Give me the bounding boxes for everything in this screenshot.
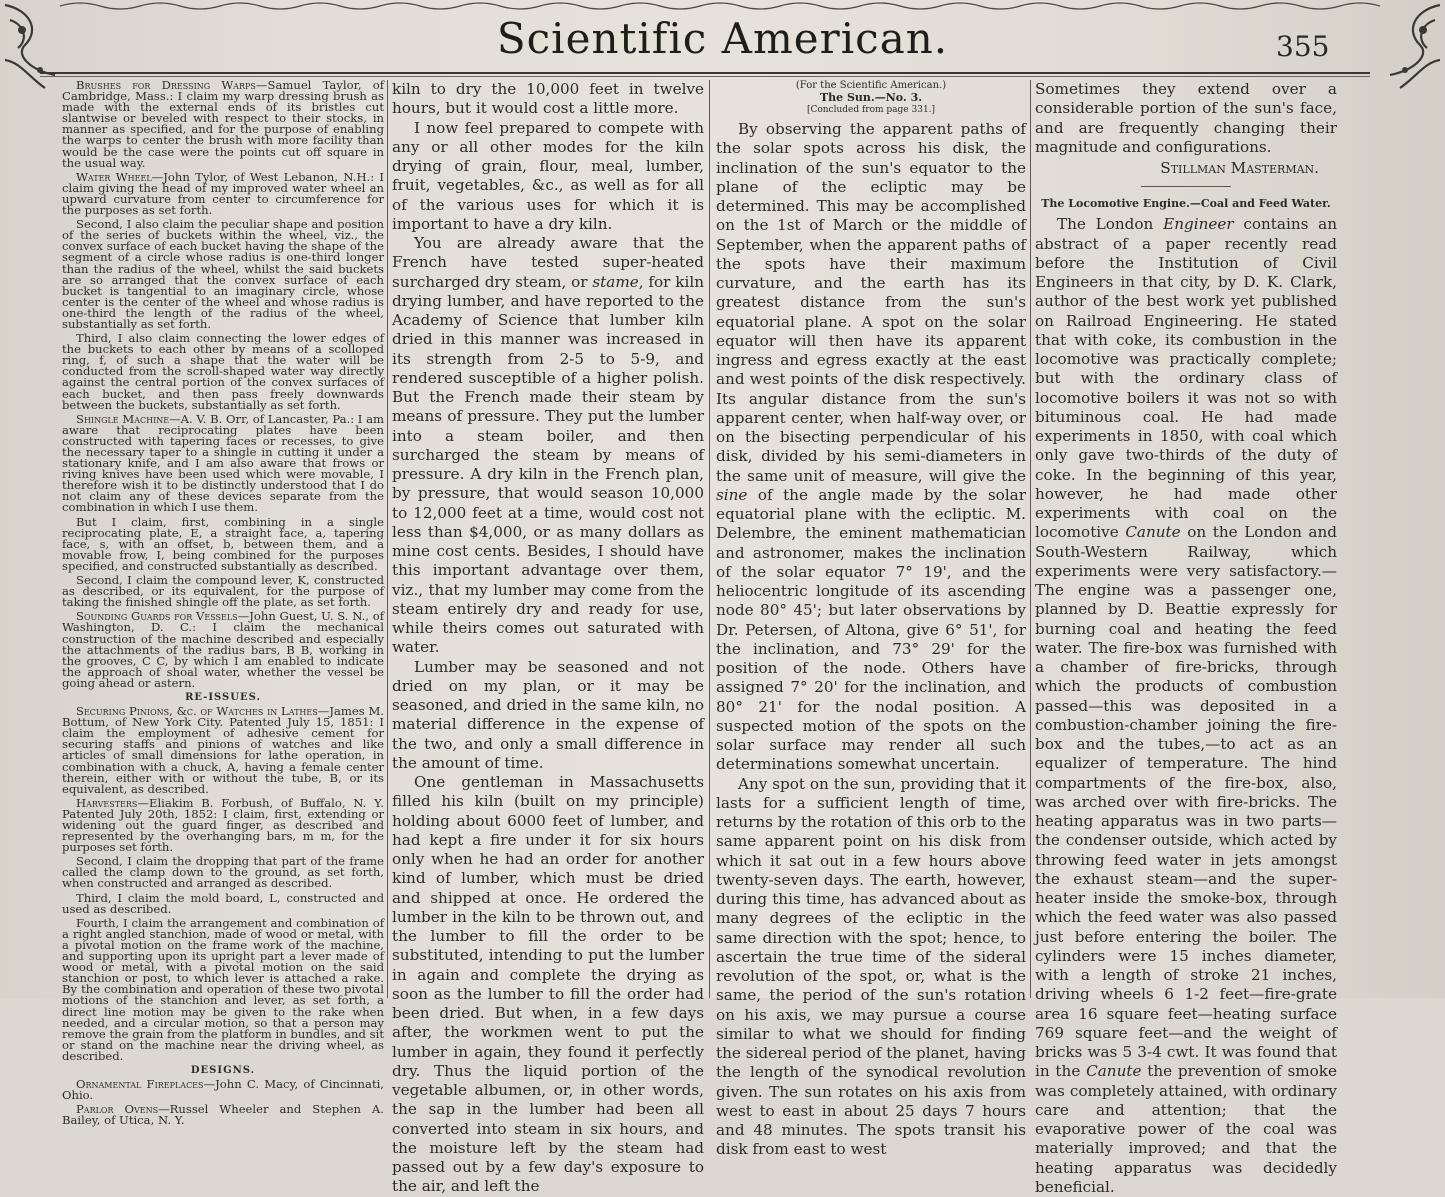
article-title: The Locomotive Engine.—Coal and Feed Water. bbox=[1041, 197, 1331, 211]
body-italic: Canute bbox=[1125, 523, 1181, 542]
claim-paragraph bbox=[62, 411, 384, 515]
body-text: , for kiln drying lumber, and have reported to the Academy of Science that lumber kiln dried in this manner was increased in its strength from 2-5 to 5-9, and rendered susceptible of a higher polish. But the French made their steam by means of pressure. They put the lumber into a steam boiler, and then surcharged the steam by means of pressure. A dry kiln in the French plan, by pressure, that would season 10,000 to 12,000 feet at a time, would cost not less than $4,000, or as many dollars as mine cost cents. Besides, I should have this important advantage over them, viz., that my lumber may come from the steam entirely dry and ready for use, while theirs comes out saturated with water. bbox=[392, 272, 704, 657]
column-patent-claims bbox=[62, 78, 385, 1128]
body-paragraph bbox=[392, 234, 704, 658]
body-text: of the angle made by the solar equatorial plane with the ecliptic. M. Delembre, the eminent mathematician and astronomer, makes the inclination of the solar equator 7° 19', and the heliocentric longitude of its ascending node 80° 45'; but later observations by Dr. Petersen, of Altona, give 6° 51', for the inclination, and 73° 29' for the position of the node. Others have assigned 7° 20' for the inclination, and 80° 21' for the nodal position. A suspected motion of the spots on the solar surface may render all such determinations somewhat uncertain. bbox=[716, 485, 1026, 774]
body-italic: stame bbox=[592, 272, 639, 291]
body-text: You are already aware that the French have tested super-heated surcharged dry steam, or bbox=[392, 234, 704, 291]
body-italic: sine bbox=[716, 485, 748, 504]
article-continuation-note: [Concluded from page 331.] bbox=[806, 105, 936, 115]
corner-ornament-right bbox=[1375, 0, 1445, 90]
body-text: on the London and South-Western Railway, which experiments were very satisfactory.—The engine was a passenger one, planned by D. Beattie expressly for burning coal and heating the feed water. The fire-box was furnished with a chamber of fire-bricks, through which the products of combustion passed—this was deposited in a combustion-chamber joining the fire-box and the tubes,—to act as an equalizer of temperature. The hind compartments of the fire-box, also, was arched over with fire-bricks. The heating apparatus was in two parts—the condenser outside, which acted by throwing feed water in jets amongst the exhaust steam—and the super-heater inside the smoke-box, through which the feed water was also passed just before entering the boiler. The cylinders were 15 inches diameter, with a length of stroke 21 inches, driving wheels 6 1-2 feet—fire-grate area 16 square feet—heating surface 769 square feet—and the weight of bricks was 5 3-4 cwt. It was found that in the bbox=[1035, 523, 1337, 1081]
claim-text: —Eliakim B. Forbush, of Buffalo, N. Y. Patented July 20th, 1852: I claim, first, extending or widening out the guard finger, as described and represented by the overhanging bars, m m, for the purposes set forth. bbox=[62, 795, 384, 855]
body-paragraph bbox=[1035, 215, 1337, 1197]
section-heading-designs: DESIGNS. bbox=[190, 1064, 256, 1076]
claim-paragraph bbox=[62, 169, 385, 218]
column-divider bbox=[387, 80, 388, 998]
body-paragraph: One gentleman in Massachusetts filled his kiln (built on my principle) holding about 6000 feet of lumber, and had kept a fire under it for six hours only when he had an order for another kind of lumber, which must be dried and shipped at once. He ordered the lumber in the kiln to be thrown out, and the lumber to fill the order to be substituted, intending to put the lumber in again and complete the drying as soon as the lumber to fill the order had been dried. But when, in a few days after, the workmen went to put the lumber in again, they found it perfectly dry. Thus the liquid portion of the vegetable albumen, or, in other words, the sap in the lumber had been all converted into steam in six hours, and the moisture left by the steam had passed out by a few day's exposure to the air, and left the bbox=[392, 773, 704, 1196]
column-kiln-drying bbox=[392, 80, 704, 1196]
masthead-title: Scientific American. bbox=[496, 14, 949, 63]
body-italic: Engineer bbox=[1163, 215, 1234, 234]
claim-heading: Water Wheel bbox=[76, 169, 152, 184]
claim-paragraph: Third, I claim the mold board, L, constructed and used as described. bbox=[62, 890, 384, 916]
body-paragraph: Any spot on the sun, providing that it lasts for a sufficient length of time, returns by the rotation of this orb to the same apparent point on his disk from which it sat out in a few hours above twenty-seven days. The earth, however, during this time, has advanced about as many degrees of the ecliptic in the same direction with the spot; hence, to ascertain the true time of the sideral revolution of the spot, or, what is the same, the period of the sun's rotation on his axis, we may pursue a course similar to what we should for finding the sidereal period of the planet, having the length of the synodical revolution given. The sun rotates on his axis from west to east in about 25 days 7 hours and 48 minutes. The spots transit his disk from east to west bbox=[716, 774, 1026, 1159]
masthead-rule bbox=[40, 72, 1370, 74]
top-border-ornament bbox=[60, 0, 1380, 12]
claim-heading: Brushes for Dressing Warps bbox=[76, 78, 256, 92]
claim-paragraph: Second, I also claim the peculiar shape and position of the series of buckets within the wheel, viz., the convex surface of each bucket having the shape of the segment of a circle whose radius is one-third longer than the radius of the wheel, whilst the said buckets are so arranged that the convex surface of each bucket is tangential to an imaginary circle, whose center is the center of the wheel and whose radius is one-third the length of the radius of the wheel, substantially as set forth. bbox=[62, 217, 384, 331]
body-text: By observing the apparent paths of the solar spots across his disk, the inclination of the sun's equator to the plane of the ecliptic may be determined. This may be accomplished on the 1st of March or the middle of September, when the apparent paths of the spots have their maximum curvature, and the earth has its greatest distance from the sun's equatorial plane. A spot on the solar equator will then have its apparent ingress and egress exactly at the east and west points of the disk respectively. Its angular distance from the sun's apparent center, when half-way over, or on the bisecting perpendicular of his disk, divided by his semi-diameters in the same unit of measure, will give the bbox=[716, 120, 1026, 485]
claim-heading: Ornamental Fireplaces bbox=[76, 1077, 204, 1092]
column-locomotive-article bbox=[1035, 80, 1338, 1196]
claim-paragraph bbox=[62, 706, 384, 795]
claim-text: —James M. Bottum, of New York City. Patented July 15, 1851: I claim the employment of adhesive cement for securing staffs and pinions of watches and like articles of small dimensions for lathe operation, in combination with a chuck, A, having a female center therein, either with or without the tube, B, or its equivalent, as described. bbox=[62, 704, 384, 796]
body-text: contains an abstract of a paper recently read before the Institution of Civil Engineers in that city, by D. K. Clark, author of the best work yet published on Railroad Engineering. He stated that with coke, its combustion in the locomotive was practically complete; but with the ordinary class of locomotive boilers it was not so with bituminous coal. He had made experiments in 1850, with coal which only gave two-thirds of the duty of coke. In the beginning of this year, however, he had made other experiments with coal on the locomotive bbox=[1035, 215, 1338, 542]
body-paragraph bbox=[716, 120, 1026, 775]
claim-text: —A. V. B. Orr, of Lancaster, Pa.: I am aware that reciprocating plates have been constructed with tapering faces or recesses, to give the necessary taper to a shingle in cutting it under a stationary knife, and I am also aware that frows or riving knives have been used which were movable, I therefore wish it to be distinctly understood that I do not claim any of these devices separate from the combination in which I use them. bbox=[62, 411, 384, 515]
body-text: the prevention of smoke was completely attained, with ordinary care and attention; that the evaporative power of the coal was materially improved; and that the heating apparatus was decidedly beneficial. bbox=[1035, 1062, 1338, 1196]
claim-heading: Sounding Guards for Vessels bbox=[76, 609, 238, 624]
author-signature: Stillman Masterman. bbox=[1160, 159, 1319, 177]
claim-text: —Samuel Taylor, of Cambridge, Mass.: I claim my warp dressing brush as made with the external ends of its bristles cut slantwise or beveled with respect to their stocks, in manner as specified, and for the purpose of enabling the warps to center the brush with more facility than would be the case were the points cut off square in the usual way. bbox=[62, 78, 384, 170]
section-heading-reissues: RE-ISSUES. bbox=[185, 691, 261, 703]
claim-paragraph: Second, I claim the compound lever, K, constructed as described, or its equivalent, for the purpose of taking the finished shingle off the plate, as set forth. bbox=[62, 573, 384, 610]
column-the-sun-article bbox=[716, 80, 1026, 1159]
claim-paragraph bbox=[62, 611, 384, 689]
body-paragraph: kiln to dry the 10,000 feet in twelve hours, but it would cost a little more. bbox=[392, 80, 704, 118]
column-divider bbox=[1030, 80, 1031, 998]
article-title: The Sun.—No. 3. bbox=[819, 91, 923, 104]
body-paragraph: Lumber may be seasoned and not dried on my plan, or it may be seasoned, and dried in the same kiln, no material difference in the expense of the two, and only a small difference in the amount of time. bbox=[392, 657, 704, 772]
claim-text: —John Tylor, of West Lebanon, N.H.: I claim giving the head of my improved water wheel an upward curvature from center to circumference for the purposes as set forth. bbox=[62, 169, 385, 218]
claim-paragraph: Fourth, I claim the arrangement and combination of a right angled stanchion, made of wood or metal, with a pivotal motion on the frame work of the machine, and supporting upon its upright part a lever made of wood or metal, with a pivotal motion on the said stanchion or post, to which lever is attached a rake. By the combination and operation of these two pivotal motions of the stanchion and lever, as set forth, a direct line motion may be given to the rake when needed, and a circular motion, so that a person may remove the grain from the platform in bundles, and sit or stand on the machine near the driving wheel, as described. bbox=[62, 915, 384, 1063]
claim-text: —Russel Wheeler and Stephen A. Bailey, of Utica, N. Y. bbox=[62, 1102, 384, 1128]
body-italic: Canute bbox=[1086, 1062, 1142, 1081]
claim-paragraph bbox=[62, 80, 384, 169]
column-divider bbox=[709, 80, 710, 998]
article-separator bbox=[1141, 186, 1231, 187]
claim-paragraph bbox=[62, 795, 384, 855]
claim-text: —John Guest, U. S. N., of Washington, D. C.: I claim the mechanical construction of the machine described and especially the attachments of the radius bars, B B, working in the grooves, C C, by which I am enabled to indicate the approach of shoal water, whether the vessel be going ahead or astern. bbox=[62, 609, 384, 690]
article-kicker: (For the Scientific American.) bbox=[795, 80, 947, 91]
masthead bbox=[0, 0, 1445, 80]
claim-heading: Harvesters bbox=[76, 795, 138, 810]
claim-text: —John C. Macy, of Cincinnati, Ohio. bbox=[62, 1077, 384, 1103]
claim-paragraph: Third, I also claim connecting the lower edges of the buckets to each other by means of a scolloped ring, f, of such a shape that the water will be conducted from the scroll-shaped water way directly against the central portion of the convex surfaces of each bucket, and then pass freely downwards between the buckets, substantially as set forth. bbox=[62, 331, 384, 412]
claim-heading: Securing Pinions, &c. of Watches in Lathes bbox=[76, 704, 318, 719]
claim-heading: Shingle Machine bbox=[76, 411, 170, 426]
body-paragraph: Sometimes they extend over a considerable portion of the sun's face, and are frequently changing their magnitude and configurations. bbox=[1035, 80, 1337, 156]
page-number: 355 bbox=[1276, 30, 1330, 63]
claim-heading: Parlor Ovens bbox=[76, 1102, 159, 1117]
claim-paragraph bbox=[62, 1079, 384, 1101]
claim-paragraph bbox=[62, 1104, 384, 1126]
claim-paragraph: But I claim, first, combining in a single reciprocating plate, E, a straight face, a, tapering face, s, with an offset, b, between them, and a movable frow, I, being combined for the purposes specified, and constructed substantially as described. bbox=[62, 514, 384, 573]
masthead-rule-thin bbox=[40, 76, 1370, 77]
body-text: The London bbox=[1057, 215, 1164, 234]
body-paragraph: I now feel prepared to compete with any or all other modes for the kiln drying of grain, flour, meal, lumber, fruit, vegetables, &c., as well as for all of the various uses for which it is important to have a dry kiln. bbox=[392, 118, 704, 233]
claim-paragraph: Second, I claim the dropping that part of the frame called the clamp down to the ground, as set forth, when constructed and arranged as described. bbox=[62, 854, 384, 891]
